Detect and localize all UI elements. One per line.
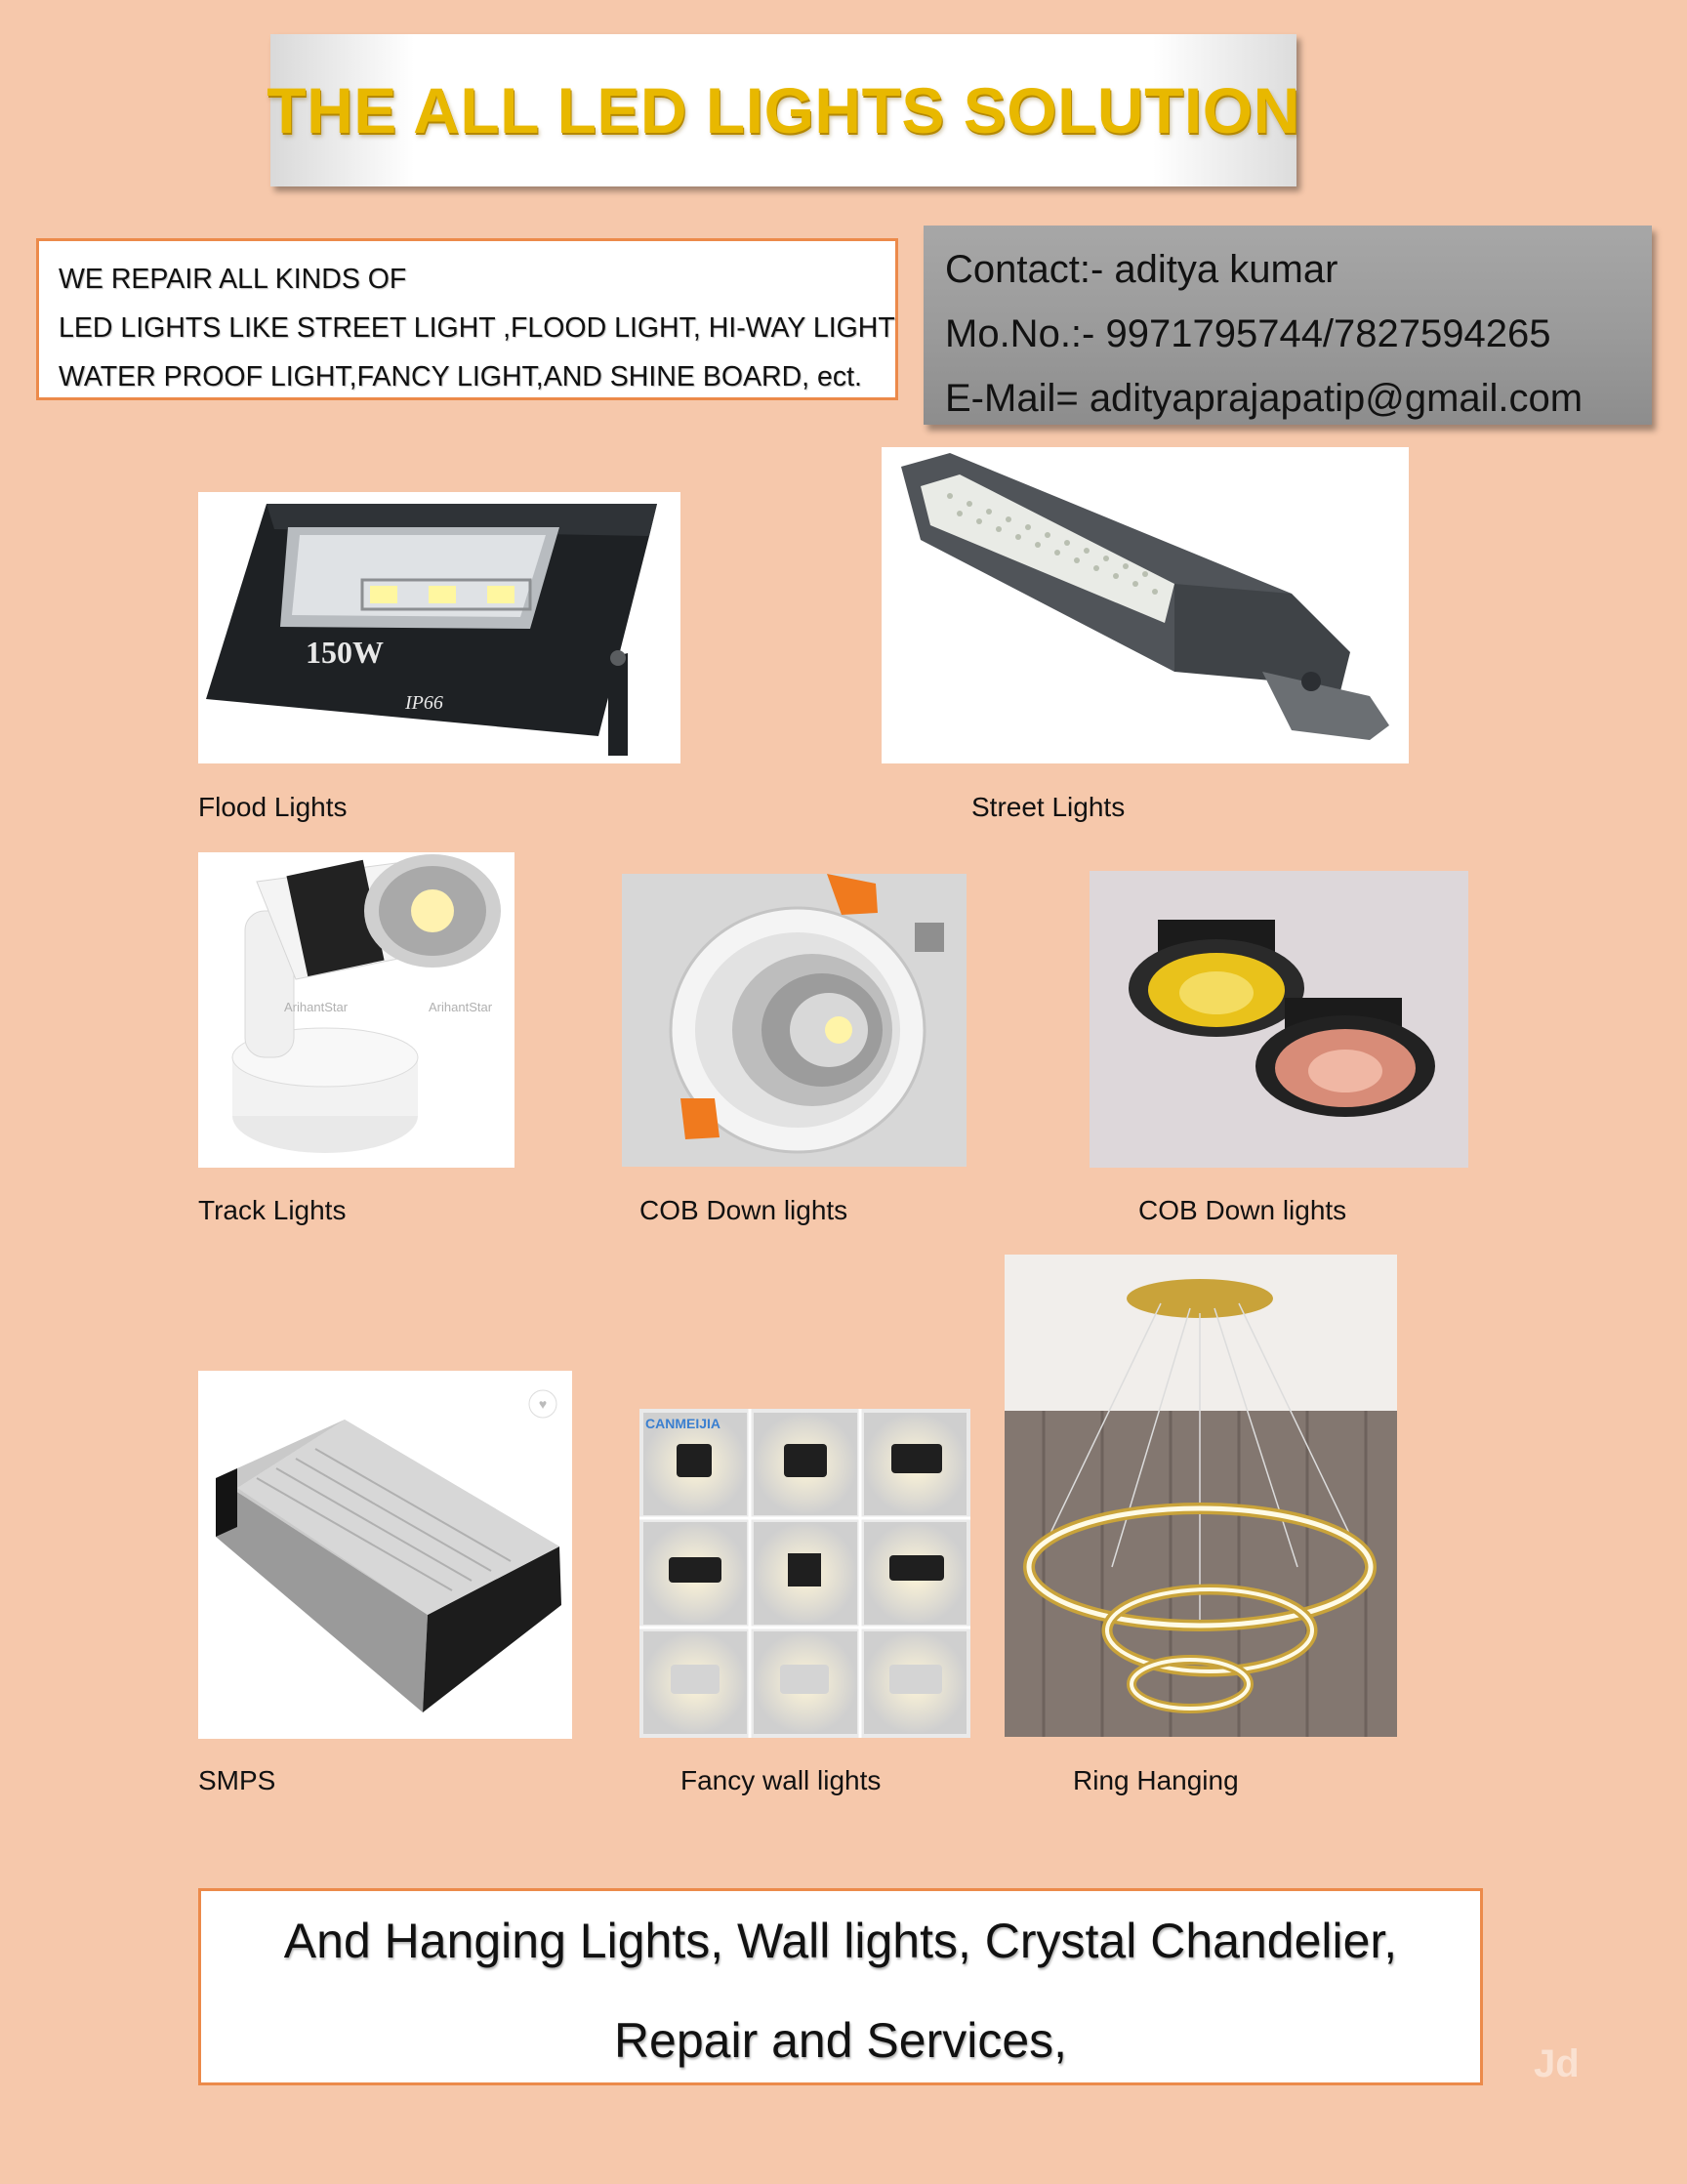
services-footer-box — [198, 1888, 1483, 2085]
flood-light-image — [198, 492, 680, 763]
title-banner — [267, 34, 1300, 186]
smps-icon — [198, 1371, 572, 1739]
wall-lights-image — [639, 1409, 970, 1738]
contact-phone: Mo.No.:- 9971795744/7827594265 — [945, 312, 1551, 355]
track-watermark-1: ArihantStar — [284, 1000, 349, 1014]
smps-image — [198, 1371, 572, 1739]
caption-smps: SMPS — [198, 1765, 276, 1795]
caption-cob-down-lights-1: COB Down lights — [639, 1195, 848, 1225]
flood-light-icon — [198, 492, 680, 763]
repair-line: LED LIGHTS LIKE STREET LIGHT ,FLOOD LIGHT, HI-WAY LIGHT — [59, 312, 895, 344]
street-light-icon — [882, 447, 1409, 763]
page-title: THE ALL LED LIGHTS SOLUTION — [267, 74, 1300, 146]
caption-flood-lights: Flood Lights — [198, 792, 348, 822]
repair-line: WE REPAIR ALL KINDS OF — [59, 264, 407, 295]
ring-chandelier-icon — [1005, 1255, 1397, 1737]
wall-lights-brand-text: CANMEIJIA — [645, 1416, 721, 1431]
repair-services-box — [36, 238, 898, 400]
caption-cob-down-lights-2: COB Down lights — [1138, 1195, 1347, 1225]
caption-ring-hanging: Ring Hanging — [1073, 1765, 1239, 1795]
watermark-logo: Jd — [1534, 2042, 1580, 2085]
caption-street-lights: Street Lights — [971, 792, 1126, 822]
contact-name: Contact:- aditya kumar — [945, 248, 1338, 291]
flood-wattage-text: 150W — [306, 635, 384, 670]
services-line-1: And Hanging Lights, Wall lights, Crystal Chandelier, — [283, 1914, 1398, 1968]
track-watermark-2: ArihantStar — [429, 1000, 493, 1014]
services-line-2: Repair and Services, — [613, 2013, 1068, 2068]
flood-ip-text: IP66 — [405, 692, 443, 714]
ring-chandelier-image — [1005, 1255, 1397, 1737]
cob-downlight-image-1 — [622, 874, 967, 1167]
cob-downlight-icon — [622, 874, 967, 1167]
cob-downlight-image-2 — [1090, 871, 1468, 1168]
caption-fancy-wall-lights: Fancy wall lights — [680, 1765, 882, 1795]
caption-track-lights: Track Lights — [198, 1195, 347, 1225]
svg-text:♥: ♥ — [538, 1396, 548, 1412]
cob-downlight-pair-icon — [1090, 871, 1468, 1168]
street-light-image — [882, 447, 1409, 763]
contact-email: E-Mail= adityaprajapatip@gmail.com — [945, 377, 1584, 420]
contact-box — [924, 226, 1652, 425]
track-light-image — [198, 852, 514, 1168]
track-light-icon — [198, 852, 514, 1168]
repair-line: WATER PROOF LIGHT,FANCY LIGHT,AND SHINE BOARD, ect. — [59, 361, 862, 392]
wall-lights-grid-icon — [639, 1409, 970, 1738]
